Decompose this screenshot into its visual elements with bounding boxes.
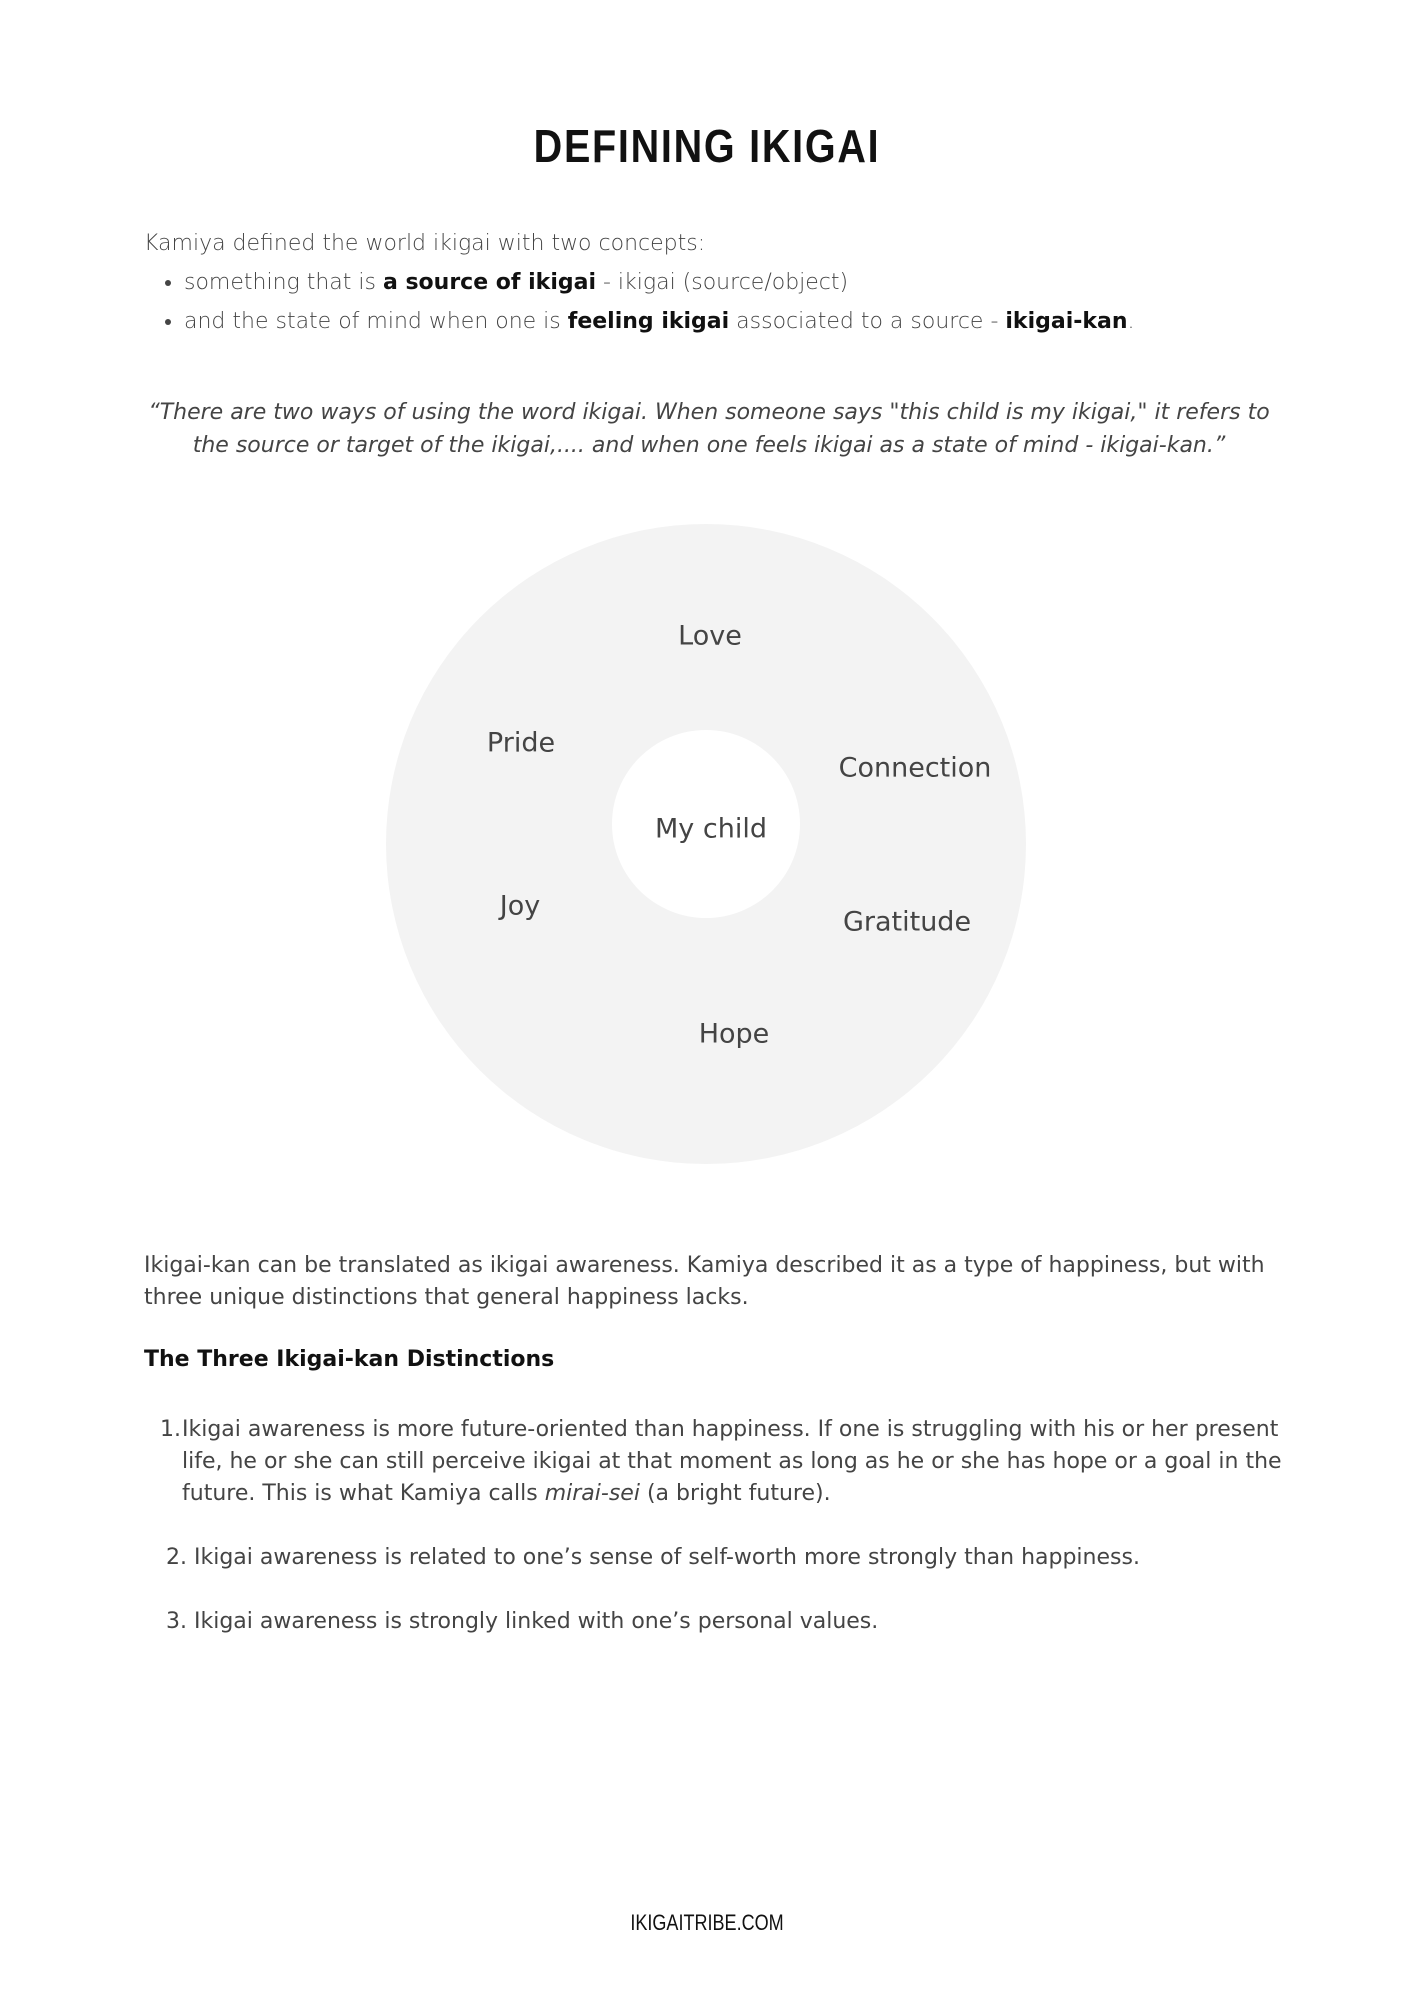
- list-item: 2. Ikigai awareness is related to one’s sense of self-worth more strongly than happiness.: [144, 1542, 1294, 1574]
- distinctions-list: [144, 1414, 1294, 1670]
- ring-label-love: Love: [678, 620, 742, 652]
- item-number: 1.: [160, 1417, 181, 1442]
- list-item: • something that is a source of ikigai - ikigai (source/object): [184, 263, 1284, 302]
- ring-label-pride: Pride: [486, 727, 556, 759]
- ikigai-ring-diagram: [386, 524, 1026, 1164]
- list-item: • and the state of mind when one is feeling ikigai associated to a source - ikigai-kan.: [184, 302, 1284, 341]
- ikigai-kan-term: ikigai-kan: [1005, 309, 1128, 334]
- intro-lead: Kamiya defined the world ikigai with two concepts:: [144, 231, 706, 256]
- center-label: My child: [655, 813, 767, 845]
- footer-site-link[interactable]: IKIGAITRIBE.COM: [630, 1910, 784, 1935]
- source-of-ikigai-term: a source of ikigai: [382, 270, 596, 295]
- ring-label-joy: Joy: [499, 890, 541, 922]
- kamiya-quote: “There are two ways of using the word ikigai. When someone says "this child is my ikigai," it refers to the source or target of the ikigai,.... and when one feels ikigai as a state of mind - ikigai-kan.”: [148, 400, 1270, 458]
- concept-list: [144, 263, 1284, 341]
- ring-label-gratitude: Gratitude: [842, 906, 972, 938]
- ring-label-connection: Connection: [838, 752, 992, 784]
- list-item: 1. Ikigai awareness is more future-oriented than happiness. If one is struggling with his or her present life, he or she can still perceive ikigai at that moment as long as he or she has hope or a goal in the future. This is what Kamiya calls mirai-sei (a bright future).: [144, 1414, 1294, 1510]
- item-number: 2.: [166, 1545, 187, 1570]
- feeling-ikigai-term: feeling ikigai: [567, 309, 730, 334]
- ikigai-kan-paragraph: Ikigai-kan can be translated as ikigai awareness. Kamiya described it as a type of happiness, but with three unique distinctions that general happiness lacks.: [144, 1253, 1265, 1310]
- intro-section: [144, 224, 1284, 341]
- mirai-sei-term: mirai-sei: [544, 1481, 640, 1506]
- list-item: 3. Ikigai awareness is strongly linked with one’s personal values.: [144, 1606, 1294, 1638]
- page-title: DEFINING IKIGAI: [533, 119, 881, 172]
- section-heading: The Three Ikigai-kan Distinctions: [144, 1347, 555, 1372]
- ring-label-hope: Hope: [698, 1018, 770, 1050]
- item-number: 3.: [166, 1609, 187, 1634]
